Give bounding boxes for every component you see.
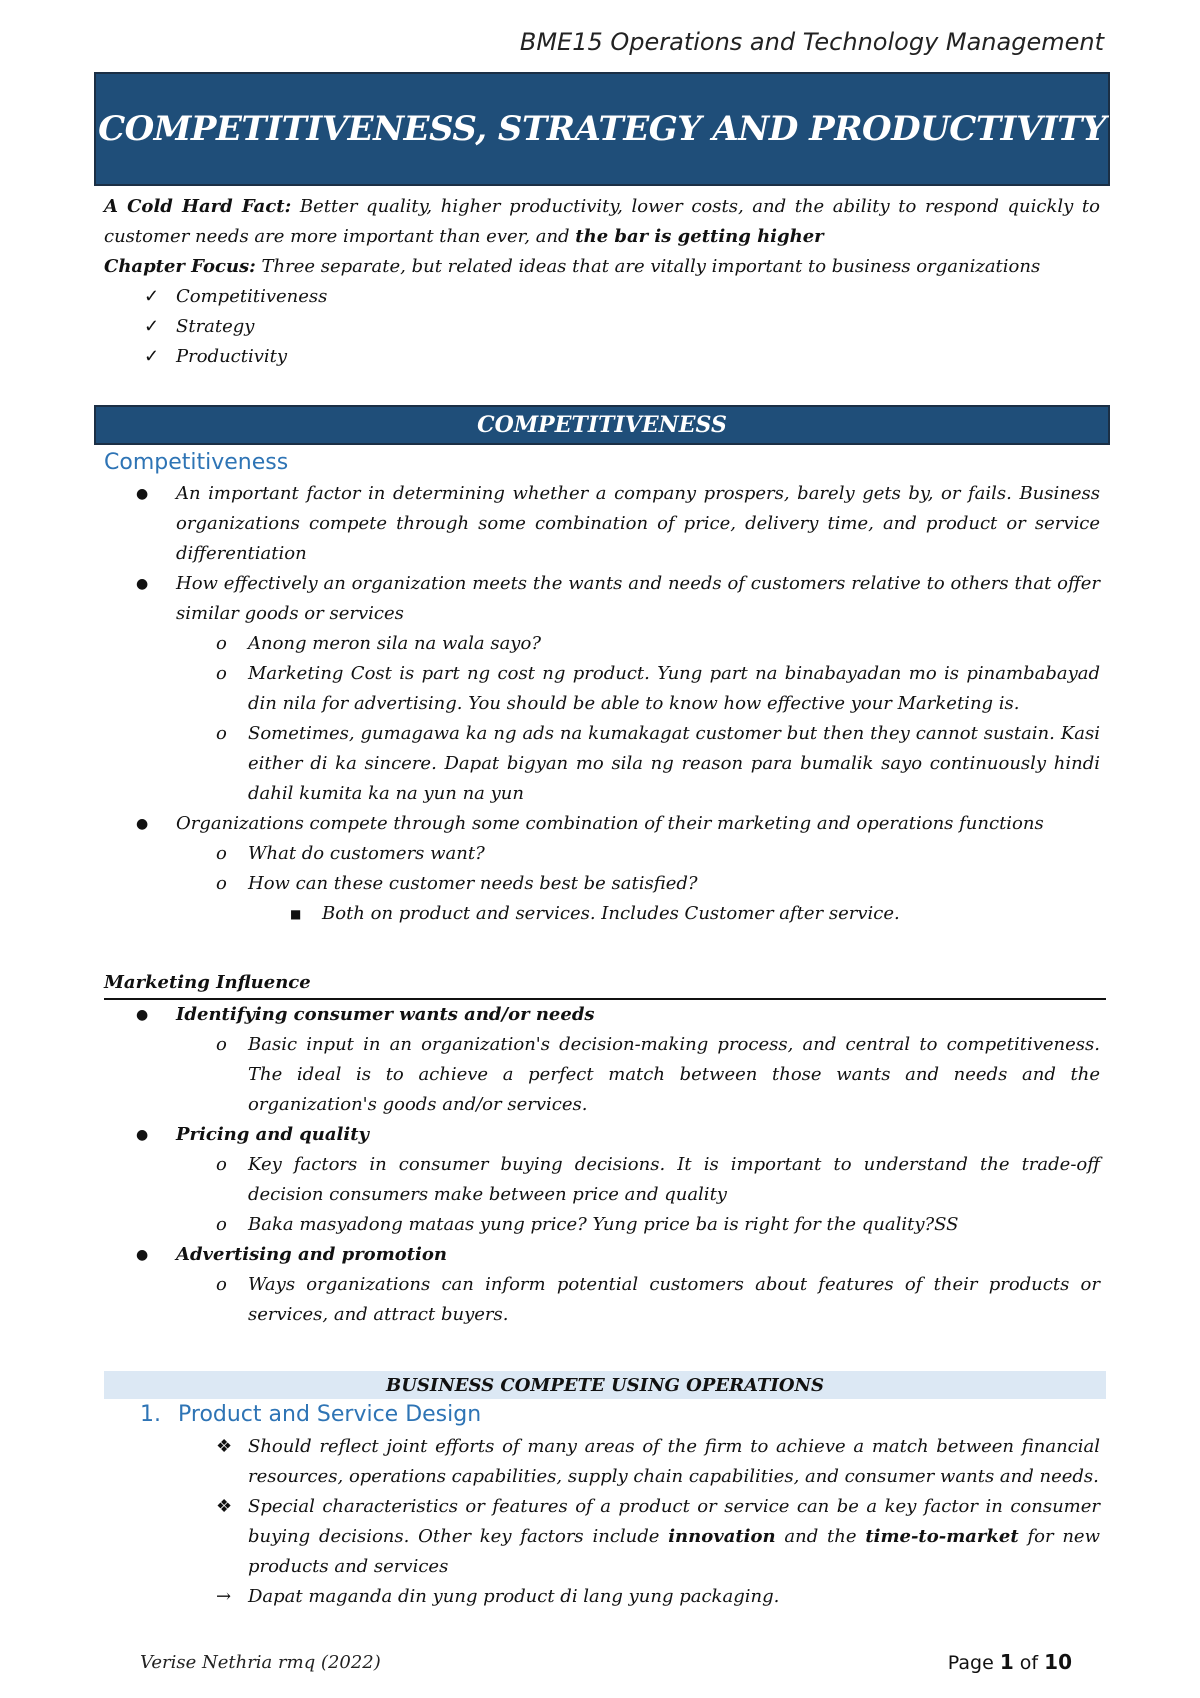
list-item: ● Pricing and quality	[104, 1120, 1100, 1150]
list-item: ❖ Special characteristics or features of a product or service can be a key factor in consumer buying decisions. Other key factors include innovation and the time-to-market for new products and services	[104, 1492, 1100, 1582]
heading-text: Product and Service Design	[178, 1402, 482, 1427]
section-bar-operations: BUSINESS COMPETE USING OPERATIONS	[104, 1371, 1106, 1399]
list-item: ✓ Productivity	[104, 342, 1100, 372]
focus-label: Chapter Focus:	[104, 256, 256, 277]
list-item: ✓ Strategy	[104, 312, 1100, 342]
diamond-bullet-icon: ❖	[216, 1436, 233, 1457]
list-item: ● Identifying consumer wants and/or needs	[104, 1000, 1100, 1030]
page-header: BME15 Operations and Technology Management	[519, 28, 1104, 56]
list-item: o Key factors in consumer buying decisions. It is important to understand the trade-off decision consumers make between price and quality	[104, 1150, 1100, 1210]
focus-list	[104, 282, 1100, 372]
page-number: Page 1 of 10	[947, 1650, 1072, 1674]
numbered-heading	[140, 1398, 481, 1432]
list-item: ■ Both on product and services. Includes Customer after service.	[104, 899, 1100, 929]
bullet-icon: ●	[136, 1247, 149, 1263]
marketing-heading: Marketing Influence	[104, 968, 1106, 1000]
operations-section	[104, 1432, 1100, 1612]
check-icon: ✓	[144, 346, 160, 367]
list-item: ● How effectively an organization meets the wants and needs of customers relative to others that offer similar goods or services	[104, 569, 1100, 629]
circle-bullet-icon: o	[216, 1214, 227, 1235]
bullet-icon: ●	[136, 1007, 149, 1023]
cold-hard-fact	[104, 192, 1100, 252]
list-item: o Basic input in an organization's decision-making process, and central to competitiveness. The ideal is to achieve a perfect match between those wants and needs and the organization's goods and/or services.	[104, 1030, 1100, 1120]
chapter-focus	[104, 252, 1100, 282]
check-icon: ✓	[144, 316, 160, 337]
list-item: o Anong meron sila na wala sayo?	[104, 629, 1100, 659]
fact-label: A Cold Hard Fact:	[104, 196, 292, 217]
list-item: o Marketing Cost is part ng cost ng product. Yung part na binabayadan mo is pinambabayad din nila for advertising. You should be able to know how effective your Marketing is.	[104, 659, 1100, 719]
focus-text: Three separate, but related ideas that are vitally important to business organizations	[255, 256, 1041, 277]
marketing-section	[104, 1000, 1100, 1330]
bullet-icon: ●	[136, 486, 149, 502]
fact-bold: the bar is getting higher	[575, 226, 824, 247]
page-title: COMPETITIVENESS, STRATEGY AND PRODUCTIVITY	[98, 109, 1106, 149]
list-item: o How can these customer needs best be satisfied?	[104, 869, 1100, 899]
check-icon: ✓	[144, 286, 160, 307]
circle-bullet-icon: o	[216, 663, 227, 684]
circle-bullet-icon: o	[216, 723, 227, 744]
title-banner	[94, 72, 1110, 186]
section-bar-competitiveness: COMPETITIVENESS	[94, 405, 1110, 445]
list-item: ❖ Should reflect joint efforts of many areas of the firm to achieve a match between financial resources, operations capabilities, supply chain capabilities, and consumer wants and needs.	[104, 1432, 1100, 1492]
circle-bullet-icon: o	[216, 633, 227, 654]
bullet-icon: ■	[290, 907, 302, 921]
diamond-bullet-icon: ❖	[216, 1496, 233, 1517]
bullet-icon: ●	[136, 816, 149, 832]
competitiveness-section	[104, 447, 1100, 929]
list-item: o What do customers want?	[104, 839, 1100, 869]
circle-bullet-icon: o	[216, 1034, 227, 1055]
heading-number: 1.	[140, 1402, 161, 1427]
list-item: o Sometimes, gumagawa ka ng ads na kumakagat customer but then they cannot sustain. Kasi either di ka sincere. Dapat bigyan mo sila ng reason para bumalik sayo continuously hindi dahil kumita ka na yun na yun	[104, 719, 1100, 809]
list-item: o Baka masyadong mataas yung price? Yung price ba is right for the quality?SS	[104, 1210, 1100, 1240]
circle-bullet-icon: o	[216, 873, 227, 894]
arrow-right-icon: →	[216, 1586, 232, 1607]
circle-bullet-icon: o	[216, 843, 227, 864]
bullet-icon: ●	[136, 1127, 149, 1143]
bullet-icon: ●	[136, 576, 149, 592]
footer-author: Verise Nethria rmq (2022)	[140, 1652, 381, 1673]
circle-bullet-icon: o	[216, 1154, 227, 1175]
list-item: ● An important factor in determining whether a company prospers, barely gets by, or fails. Business organizations compete through some combination of price, delivery time, and product or service differentiation	[104, 479, 1100, 569]
circle-bullet-icon: o	[216, 1274, 227, 1295]
list-item: o Ways organizations can inform potential customers about features of their products or services, and attract buyers.	[104, 1270, 1100, 1330]
section-heading: Competitiveness	[104, 450, 289, 475]
list-item: ● Organizations compete through some combination of their marketing and operations functions	[104, 809, 1100, 839]
list-item: ✓ Competitiveness	[104, 282, 1100, 312]
list-item: ● Advertising and promotion	[104, 1240, 1100, 1270]
intro-section	[104, 192, 1100, 372]
list-item: → Dapat maganda din yung product di lang yung packaging.	[104, 1582, 1100, 1612]
fact-text: Better quality, higher productivity, lower costs, and the ability to respond quickly to customer needs are more important than ever, and	[104, 196, 1100, 247]
